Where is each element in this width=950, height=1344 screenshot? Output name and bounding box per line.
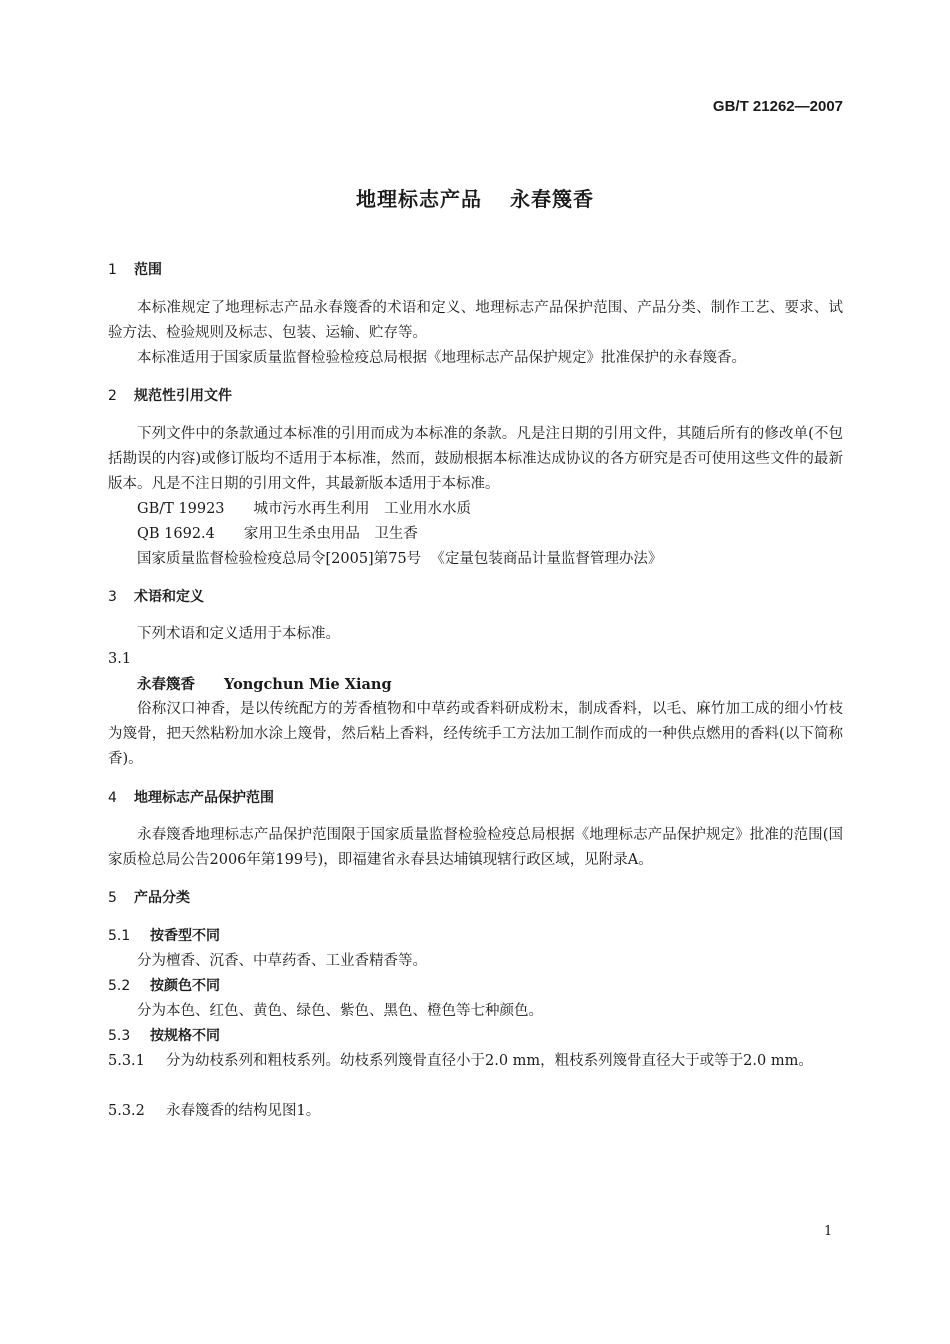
section-4-heading: 4 地理标志产品保护范围 [108,790,274,806]
subsection-5-1-text: 分为檀香、沉香、中草药香、工业香精香等。 [137,953,427,969]
subsection-5-3-heading: 5.3 按规格不同 [108,1028,220,1044]
section-3-para-1: 下列术语和定义适用于本标准。 [137,626,340,642]
section-3-heading: 3 术语和定义 [108,589,204,605]
term-definition: 俗称汉口神香，是以传统配方的芳香植物和中草药或香料研成粉末，制成香料，以毛、麻竹加工成的细小竹枝为篾骨，把天然粘粉加水涂上篾骨，然后粘上香料，经传统手工方法加工制作而成的一种供点燃用的香料(以下简称香)。 [108,701,843,767]
subsection-5-1-heading: 5.1 按香型不同 [108,928,220,944]
page-number: 1 [824,1224,833,1239]
title-part2: 永春篾香 [510,187,594,211]
term-entry: 永春篾香 Yongchun Mie Xiang [137,676,392,693]
subsection-5-3-1: 5.3.1 分为幼枝系列和粗枝系列。幼枝系列篾骨直径小于2.0 mm，粗枝系列篾骨直径大于或等于2.0 mm。 [108,1053,813,1069]
section-4-para-1: 永春篾香地理标志产品保护范围限于国家质量监督检验检疫总局根据《地理标志产品保护规定》批准的范围(国家质检总局公告2006年第199号)，即福建省永春县达埔镇现辖行政区域，见附录A。 [108,827,843,868]
subsection-5-3-2: 5.3.2 永春篾香的结构见图1。 [108,1103,321,1119]
standard-code: GB/T 21262—2007 [712,98,843,115]
section-1-heading: 1 范围 [108,262,162,278]
title-part1: 地理标志产品 [356,187,482,211]
reference-item: GB/T 19923 城市污水再生利用 工业用水水质 [137,501,472,517]
section-2-heading: 2 规范性引用文件 [108,388,232,404]
subsection-3-1-number: 3.1 [108,651,132,667]
reference-item: QB 1692.4 家用卫生杀虫用品 卫生香 [137,526,418,542]
section-1-para-1: 本标准规定了地理标志产品永春篾香的术语和定义、地理标志产品保护范围、产品分类、制作工艺、要求、试验方法、检验规则及标志、包装、运输、贮存等。 [108,300,843,341]
document-title [0,183,950,212]
subsection-5-2-text: 分为本色、红色、黄色、绿色、紫色、黑色、橙色等七种颜色。 [137,1003,543,1019]
reference-item: 国家质量监督检验检疫总局令[2005]第75号 《定量包装商品计量监督管理办法》 [137,551,663,567]
section-5-heading: 5 产品分类 [108,890,190,906]
subsection-5-2-heading: 5.2 按颜色不同 [108,978,220,994]
section-2-para-1: 下列文件中的条款通过本标准的引用而成为本标准的条款。凡是注日期的引用文件，其随后所有的修改单(不包括勘误的内容)或修订版均不适用于本标准，然而，鼓励根据本标准达成协议的各方研究是否可使用这些文件的最新版本。凡是不注日期的引用文件，其最新版本适用于本标准。 [108,426,843,492]
section-1-para-2: 本标准适用于国家质量监督检验检疫总局根据《地理标志产品保护规定》批准保护的永春篾香。 [137,350,746,366]
